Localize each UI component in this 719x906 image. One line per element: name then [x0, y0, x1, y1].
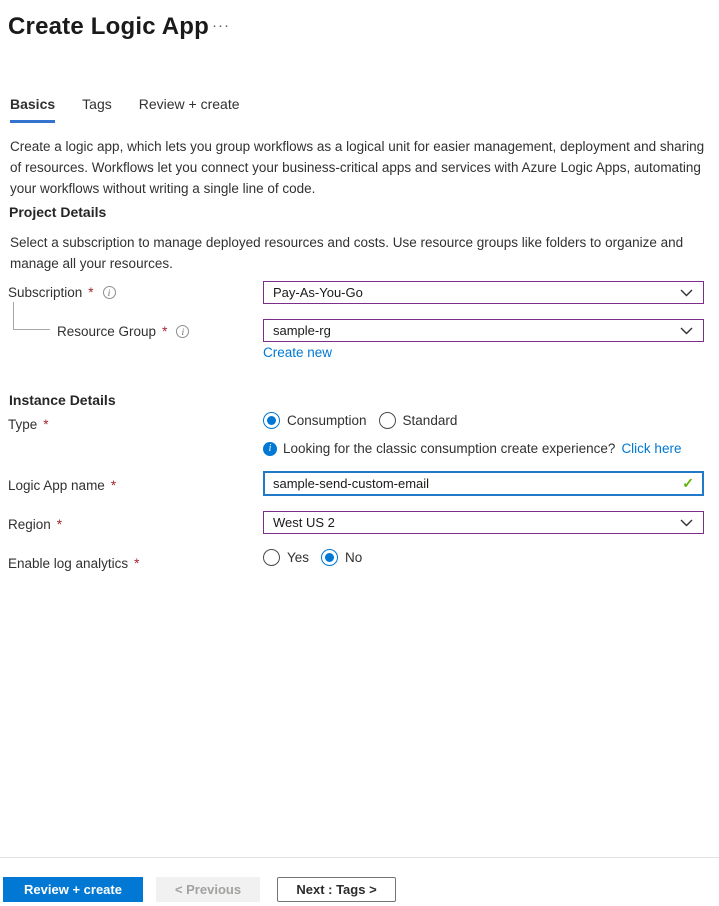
radio-yes[interactable]: Yes — [263, 549, 309, 566]
type-label: Type * — [8, 417, 49, 432]
click-here-link[interactable]: Click here — [621, 441, 682, 456]
classic-experience-note — [263, 441, 681, 456]
type-radio-group — [263, 412, 457, 429]
required-asterisk: * — [43, 417, 49, 432]
logic-app-name-label: Logic App name * — [8, 478, 117, 493]
project-details-heading: Project Details — [9, 204, 107, 220]
radio-no[interactable]: No — [321, 549, 362, 566]
tab-bar — [10, 96, 240, 123]
region-value: West US 2 — [273, 515, 335, 530]
chevron-down-icon — [680, 327, 693, 335]
required-asterisk: * — [88, 285, 94, 300]
required-asterisk: * — [162, 324, 168, 339]
hierarchy-connector — [13, 302, 50, 330]
subscription-label: Subscription * i — [8, 285, 116, 300]
radio-icon — [263, 549, 280, 566]
page-title: Create Logic App — [8, 13, 210, 40]
next-tags-button[interactable]: Next : Tags > — [277, 877, 396, 902]
region-dropdown[interactable] — [263, 511, 704, 534]
create-new-link[interactable]: Create new — [263, 345, 333, 360]
chevron-down-icon — [680, 289, 693, 297]
radio-icon — [379, 412, 396, 429]
radio-standard[interactable]: Standard — [379, 412, 458, 429]
review-create-button[interactable]: Review + create — [3, 877, 143, 902]
resource-group-value: sample-rg — [273, 323, 331, 338]
more-options-icon[interactable]: ··· — [212, 17, 230, 34]
resource-group-label: Resource Group * i — [57, 324, 189, 339]
previous-button: < Previous — [156, 877, 260, 902]
instance-details-heading: Instance Details — [9, 392, 116, 408]
valid-check-icon: ✓ — [682, 475, 694, 491]
required-asterisk: * — [56, 517, 63, 532]
chevron-down-icon — [680, 519, 693, 527]
required-asterisk: * — [110, 478, 117, 493]
logic-app-name-input[interactable] — [263, 471, 704, 496]
info-icon: i — [263, 442, 277, 456]
region-label: Region * — [8, 517, 63, 532]
subscription-value: Pay-As-You-Go — [273, 285, 363, 300]
radio-icon — [321, 549, 338, 566]
log-analytics-label: Enable log analytics * — [8, 556, 140, 571]
info-icon[interactable]: i — [103, 286, 116, 299]
tab-review-create[interactable]: Review + create — [138, 96, 240, 112]
tab-basics[interactable]: Basics — [10, 96, 55, 123]
footer-divider — [0, 857, 719, 858]
classic-note-text: Looking for the classic consumption create experience? — [283, 441, 616, 456]
logic-app-name-value: sample-send-custom-email — [273, 476, 430, 491]
info-icon[interactable]: i — [176, 325, 189, 338]
resource-group-dropdown[interactable] — [263, 319, 704, 342]
project-details-description: Select a subscription to manage deployed resources and costs. Use resource groups like folders to organize and manage all your resources. — [10, 235, 684, 271]
radio-consumption[interactable]: Consumption — [263, 412, 367, 429]
required-asterisk: * — [134, 556, 140, 571]
subscription-dropdown[interactable] — [263, 281, 704, 304]
intro-text: Create a logic app, which lets you group workflows as a logical unit for easier management, deployment and sharing of resources. Workflows let you connect your business-critical apps and services with Azure Logic Apps, automating your workflows without writing a single line of code. — [10, 139, 705, 196]
tab-tags[interactable]: Tags — [82, 96, 112, 112]
log-analytics-radio-group — [263, 549, 362, 566]
radio-icon — [263, 412, 280, 429]
